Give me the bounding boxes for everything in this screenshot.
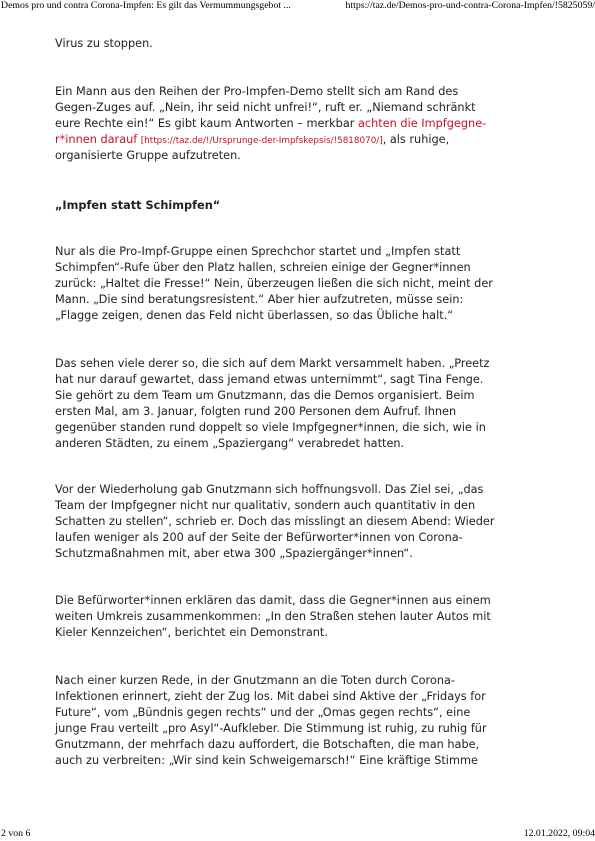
article-body: [55, 36, 555, 769]
paragraph-line: Kieler Kennzeichen“, berichtet ein Demonstrant.: [55, 626, 328, 639]
paragraph: [55, 673, 555, 769]
paragraph-line: gegenüber standen rund doppelt so viele Impfgegner*innen, die sich, wie in: [55, 421, 486, 434]
line-text: , als ruhige,: [382, 133, 450, 146]
paragraph-line: organisierte Gruppe aufzutreten.: [55, 149, 241, 162]
paragraph-line: Virus zu stoppen.: [55, 37, 153, 50]
paragraph-line: zurück: „Haltet die Fresse!“ Nein, überzeugen ließen die sich nicht, meint der: [55, 277, 493, 290]
paragraph-line: Mann. „Die sind beratungsresistent.“ Aber hier aufzutreten, müsse sein:: [55, 293, 464, 306]
print-header: [0, 0, 595, 12]
paragraph-line: Infektionen erinnert, zieht der Zug los. Mit dabei sind Aktive der „Fridays for: [55, 690, 486, 703]
paragraph-line: auch zu verbreiten: „Wir sind kein Schweigemarsch!“ Eine kräftige Stimme: [55, 754, 478, 767]
print-timestamp: 12.01.2022, 09:04: [523, 828, 595, 839]
line-text: eure Rechte ein!“ Es gibt kaum Antworten – merkbar: [55, 117, 358, 130]
paragraph-line: Nach einer kurzen Rede, in der Gnutzmann an die Toten durch Corona-: [55, 674, 456, 687]
paragraph: [55, 593, 555, 641]
paragraph-line: Sie gehört zu dem Team um Gnutzmann, das die Demos organisiert. Beim: [55, 389, 475, 402]
section-subheading: „Impfen statt Schimpfen“: [55, 199, 221, 212]
paragraph-with-link: [55, 84, 555, 164]
paragraph-line: Future“, vom „Bündnis gegen rechts“ und der „Omas gegen rechts“, eine: [55, 706, 471, 719]
inline-link-impfgegner-continued[interactable]: r*innen darauf: [55, 133, 138, 146]
paragraph-line: Vor der Wiederholung gab Gnutzmann sich hoffnungsvoll. Das Ziel sei, „das: [55, 483, 484, 496]
paragraph: [55, 244, 555, 324]
paragraph-line: ersten Mal, am 3. Januar, folgten rund 200 Personen dem Aufruf. Ihnen: [55, 405, 457, 418]
paragraph-line: Nur als die Pro-Impf-Gruppe einen Sprechchor startet und „Impfen statt: [55, 245, 461, 258]
paragraph-line: laufen weniger als 200 auf der Seite der Befürworter*innen von Corona-: [55, 531, 463, 544]
paragraph-line: Ein Mann aus den Reihen der Pro-Impfen-Demo stellt sich am Rand des: [55, 85, 459, 98]
paragraph-line: Schimpfen“-Rufe über den Platz hallen, schreien einige der Gegner*innen: [55, 261, 471, 274]
paragraph-line: Team der Impfgegner nicht nur qualitativ, sondern auch quantitativ in den: [55, 499, 476, 512]
paragraph-line: junge Frau verteilt „pro Asyl“-Aufkleber. Die Stimmung ist ruhig, zu ruhig für: [55, 722, 487, 735]
paragraph-line: [55, 116, 555, 132]
link-url-annotation: [https://taz.de/!/Ursprunge-der-Impfskepsis/!5818070/]: [140, 136, 383, 146]
paragraph-line: Gnutzmann, der mehrfach dazu auffordert, die Botschaften, die man habe,: [55, 738, 480, 751]
paragraph-line: Schutzmaßnahmen mit, aber etwa 300 „Spaziergänger*innen“.: [55, 547, 413, 560]
paragraph-line: „Flagge zeigen, denen das Feld nicht überlassen, so das Übliche halt.“: [55, 309, 454, 322]
paragraph: [55, 482, 555, 562]
paragraph-line: Das sehen viele derer so, die sich auf dem Markt versammelt haben. „Preetz: [55, 357, 490, 370]
paragraph-line: hat nur darauf gewartet, dass jemand etwas unternimmt“, sagt Tina Fenge.: [55, 373, 484, 386]
paragraph: [55, 356, 555, 452]
page-count: 2 von 6: [1, 828, 31, 839]
paragraph-continued: [55, 36, 555, 52]
print-header-page-url: https://taz.de/Demos-pro-und-contra-Corona-Impfen/!5825059/: [345, 0, 595, 11]
paragraph-line: Schatten zu stellen“, schrieb er. Doch das misslingt an diesem Abend: Wieder: [55, 515, 495, 528]
print-footer: [0, 828, 595, 840]
paragraph-line: [55, 132, 555, 148]
print-header-page-title: Demos pro und contra Corona-Impfen: Es gilt das Vermummungsgebot ...: [1, 0, 291, 11]
paragraph-line: weiten Umkreis zusammenkommen: „In den Straßen stehen lauter Autos mit: [55, 610, 491, 623]
paragraph-line: Die Befürworter*innen erklären das damit, dass die Gegner*innen aus einem: [55, 594, 491, 607]
paragraph-line: anderen Städten, zu einem „Spaziergang“ verabredet hatten.: [55, 437, 405, 450]
inline-link-impfgegner[interactable]: achten die Impfgegne-: [358, 117, 487, 130]
paragraph-line: Gegen-Zuges auf. „Nein, ihr seid nicht unfrei!“, ruft er. „Niemand schränkt: [55, 101, 476, 114]
